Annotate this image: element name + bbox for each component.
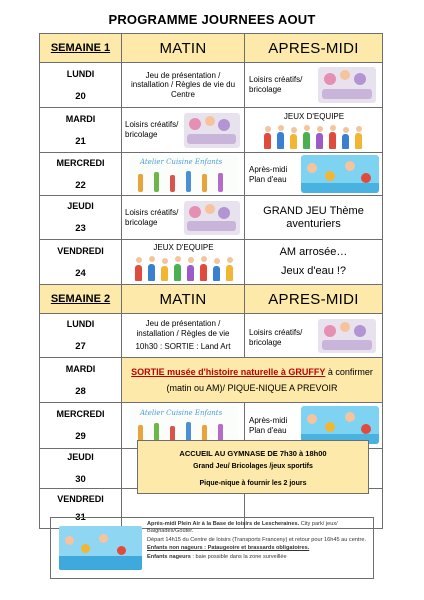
morning-activity: Jeu de présentation / installation / Règles de vie du Centre xyxy=(122,63,245,108)
info-swimmers-text: : baie possible dans la zone surveillée xyxy=(190,554,287,561)
day-name: VENDREDI xyxy=(57,494,104,504)
afternoon-activity-line2: Jeux d'eau !? xyxy=(280,265,347,277)
table-row xyxy=(40,314,383,358)
morning-cell xyxy=(122,240,245,285)
afternoon-cell xyxy=(245,314,383,358)
morning-cell xyxy=(122,153,245,196)
outing-cell xyxy=(122,358,383,403)
afternoon-cell xyxy=(245,108,383,153)
afternoon-activity: GRAND JEU Thème aventuriers xyxy=(245,196,383,240)
info-activities: City park/ jeux/ Baignades/Goûter. xyxy=(147,521,338,534)
week2-label: SEMAINE 2 xyxy=(40,285,122,314)
day-cell xyxy=(40,358,122,403)
day-cell xyxy=(40,108,122,153)
afternoon-activity: Loisirs créatifs/ bricolage xyxy=(249,75,303,94)
team-games-clipart-icon xyxy=(132,253,236,283)
team-games-clipart-icon xyxy=(261,122,365,151)
gymnasium-reception-box xyxy=(137,440,369,494)
info-transport: Départ 14h15 du Centre de loisirs (Transports Franceny) et retour pour 16h45 au centre. xyxy=(147,536,366,543)
day-date: 31 xyxy=(75,512,86,523)
craft-clipart-icon xyxy=(318,319,376,353)
craft-clipart-icon xyxy=(318,67,376,103)
cooking-workshop-clipart-icon xyxy=(130,406,238,444)
day-name: MERCREDI xyxy=(56,157,105,168)
day-name: VENDREDI xyxy=(57,245,104,256)
day-cell xyxy=(40,403,122,449)
table-row xyxy=(40,196,383,240)
morning-cell xyxy=(122,314,245,358)
day-date: 22 xyxy=(75,179,86,191)
table-row xyxy=(40,108,383,153)
info-location: Après-midi Plein Air à la Base de loisirs de Lescheraines. xyxy=(147,521,300,527)
afternoon-cell xyxy=(245,63,383,108)
day-date: 24 xyxy=(75,267,86,279)
info-non-swimmers: Enfants non nageurs : Pataugeoire et brassards obligatoires. xyxy=(147,545,310,552)
day-cell xyxy=(40,63,122,108)
afternoon-activity: JEUX D'EQUIPE xyxy=(283,112,345,121)
afternoon-cell xyxy=(245,240,383,285)
outing-description xyxy=(122,364,382,396)
morning-outing: 10h30 : SORTIE : Land Art xyxy=(135,342,231,352)
day-name: JEUDI xyxy=(67,452,94,462)
info-text xyxy=(147,521,372,563)
day-cell xyxy=(40,153,122,196)
craft-clipart-icon xyxy=(184,113,240,148)
week2-header-row xyxy=(40,285,383,314)
lake-clipart-icon xyxy=(301,155,379,193)
table-row xyxy=(40,358,383,403)
day-date: 23 xyxy=(75,223,86,234)
day-date: 28 xyxy=(75,385,86,397)
day-date: 27 xyxy=(75,341,86,352)
morning-activity: Loisirs créatifs/ bricolage xyxy=(125,208,179,227)
info-swimmers-label: Enfants nageurs xyxy=(147,554,191,561)
reception-hours: ACCUEIL AU GYMNASE DE 7h30 à 18h00 xyxy=(179,449,327,458)
morning-activity: Loisirs créatifs/ bricolage xyxy=(125,120,179,139)
table-row xyxy=(40,63,383,108)
week1-header-row xyxy=(40,34,383,63)
week2-morning-header: MATIN xyxy=(122,285,245,314)
afternoon-cell xyxy=(245,153,383,196)
morning-cell xyxy=(122,108,245,153)
day-date: 20 xyxy=(75,90,86,102)
day-name: LUNDI xyxy=(66,68,95,79)
day-name: MARDI xyxy=(65,363,96,374)
day-cell xyxy=(40,449,122,489)
afternoon-activity: Après-midi Plan d'eau xyxy=(249,165,288,184)
afternoon-activity-line1: AM arrosée… xyxy=(279,246,348,258)
page-title: PROGRAMME JOURNEES AOUT xyxy=(108,12,316,27)
week1-morning-header: MATIN xyxy=(122,34,245,63)
day-date: 29 xyxy=(75,431,86,442)
morning-activity: Jeu de présentation / installation / Règles de vie xyxy=(136,319,230,338)
info-paragraph xyxy=(147,554,372,561)
day-name: LUNDI xyxy=(66,319,95,329)
afternoon-activity: Loisirs créatifs/ bricolage xyxy=(249,328,303,347)
afternoon-activity: Après-midi Plan d'eau xyxy=(249,416,288,435)
day-date: 30 xyxy=(75,474,86,485)
lake-clipart-icon xyxy=(301,406,379,444)
outdoor-afternoon-info-box xyxy=(50,517,374,579)
outing-details: à confirmer (matin ou AM)/ PIQUE-NIQUE A PREVOIR xyxy=(166,367,373,393)
day-name: JEUDI xyxy=(67,201,94,211)
reception-activities: Grand Jeu/ Bricolages /jeux sportifs xyxy=(193,463,313,470)
morning-cell xyxy=(122,196,245,240)
week1-label: SEMAINE 1 xyxy=(40,34,122,63)
outing-highlight: SORTIE musée d'histoire naturelle à GRUFFY xyxy=(131,367,326,377)
reception-picnic-note: Pique-nique à fournir les 2 jours xyxy=(199,480,307,487)
craft-clipart-icon xyxy=(184,201,240,235)
week2-afternoon-header: APRES-MIDI xyxy=(245,285,383,314)
morning-activity: JEUX D'EQUIPE xyxy=(153,243,214,252)
table-row xyxy=(40,240,383,285)
info-paragraph xyxy=(147,521,372,535)
day-name: MERCREDI xyxy=(56,409,105,419)
cooking-workshop-clipart-icon xyxy=(130,155,238,193)
table-row xyxy=(40,153,383,196)
cooking-workshop-label: Atelier Cuisine Enfants xyxy=(140,158,223,166)
day-cell xyxy=(40,196,122,240)
day-name: MARDI xyxy=(65,113,96,124)
swimming-clipart-icon xyxy=(59,526,142,570)
day-cell xyxy=(40,314,122,358)
day-cell xyxy=(40,240,122,285)
cooking-workshop-label: Atelier Cuisine Enfants xyxy=(140,409,223,417)
week1-afternoon-header: APRES-MIDI xyxy=(245,34,383,63)
day-date: 21 xyxy=(75,135,86,147)
